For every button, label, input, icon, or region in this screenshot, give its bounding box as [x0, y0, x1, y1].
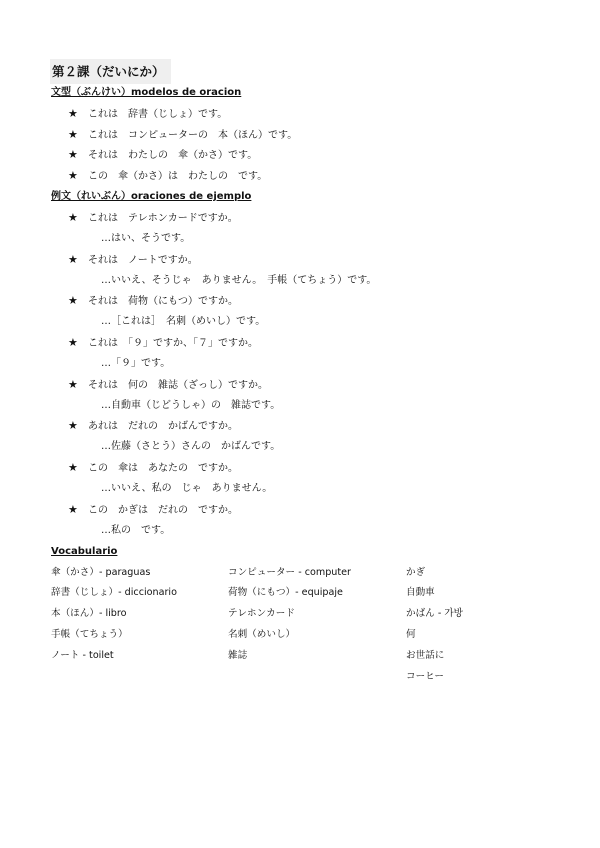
vocab-item: かばん - 가방 — [406, 608, 463, 619]
vocab-item: 名刺（めいし） — [228, 629, 296, 640]
vocab-item: 手帳（てちょう） — [51, 629, 128, 640]
example-answer: …はい、そうです。 — [101, 233, 191, 244]
pattern-sentence: ★ この 傘（かさ）は わたしの です。 — [68, 169, 268, 182]
example-answer: …佐藤（さとう）さんの かばんです。 — [101, 441, 281, 452]
vocab-item: 本（ほん）- libro — [51, 608, 127, 619]
section-heading-patterns: 文型（ぶんけい）modelos de oracion — [51, 87, 242, 98]
example-answer: …自動車（じどうしゃ）の 雑誌です。 — [101, 400, 281, 411]
vocab-item: 辞書（じしょ）- diccionario — [51, 587, 177, 598]
example-question: ★ それは ノートですか。 — [68, 253, 198, 266]
pattern-sentence: ★ それは わたしの 傘（かさ）です。 — [68, 148, 258, 161]
pattern-sentence: ★ これは 辞書（じしょ）です。 — [68, 107, 228, 120]
example-question: ★ この 傘は あなたの ですか。 — [68, 461, 238, 474]
vocab-item: 何 — [406, 629, 416, 640]
star-icon: ★ — [68, 461, 78, 474]
vocab-item: コーヒー — [406, 671, 444, 682]
example-question: ★ この かぎは だれの ですか。 — [68, 503, 238, 516]
example-answer: …いいえ、そうじゃ ありません。 手帳（てちょう）です。 — [101, 275, 377, 286]
star-icon: ★ — [68, 169, 78, 182]
example-question: ★ これは テレホンカードですか。 — [68, 211, 238, 224]
example-answer: …いいえ、私の じゃ ありません。 — [101, 483, 273, 494]
example-question: ★ これは 「９」ですか、「７」ですか。 — [68, 336, 258, 349]
vocab-item: テレホンカード — [228, 608, 295, 619]
vocab-item: 傘（かさ）- paraguas — [51, 567, 151, 578]
star-icon: ★ — [68, 253, 78, 266]
example-question: ★ あれは だれの かばんですか。 — [68, 419, 238, 432]
vocab-item: 雑誌 — [228, 650, 248, 661]
vocab-item: お世話に — [406, 650, 445, 661]
example-question: ★ それは 何の 雑誌（ざっし）ですか。 — [68, 378, 268, 391]
vocab-item: ノート - toilet — [51, 650, 114, 661]
star-icon: ★ — [68, 107, 78, 120]
star-icon: ★ — [68, 503, 78, 516]
example-answer: …［これは］ 名刺（めいし）です。 — [101, 316, 266, 327]
vocab-item: 荷物（にもつ）- equipaje — [228, 587, 343, 598]
vocabulary-heading: Vocabulario — [51, 546, 118, 557]
star-icon: ★ — [68, 211, 78, 224]
star-icon: ★ — [68, 294, 78, 307]
star-icon: ★ — [68, 128, 78, 141]
star-icon: ★ — [68, 336, 78, 349]
lesson-title: 第２課（だいにか） — [50, 59, 171, 84]
vocab-item: 自動車 — [406, 587, 435, 598]
vocab-item: コンピューター - computer — [228, 567, 351, 578]
star-icon: ★ — [68, 148, 78, 161]
star-icon: ★ — [68, 419, 78, 432]
section-heading-examples: 例文（れいぶん）oraciones de ejemplo — [51, 191, 252, 202]
pattern-sentence: ★ これは コンピューターの 本（ほん）です。 — [68, 128, 298, 141]
star-icon: ★ — [68, 378, 78, 391]
example-answer: …「９」です。 — [101, 358, 171, 369]
example-question: ★ それは 荷物（にもつ）ですか。 — [68, 294, 238, 307]
example-answer: …私の です。 — [101, 525, 171, 536]
vocab-item: かぎ — [406, 567, 426, 578]
